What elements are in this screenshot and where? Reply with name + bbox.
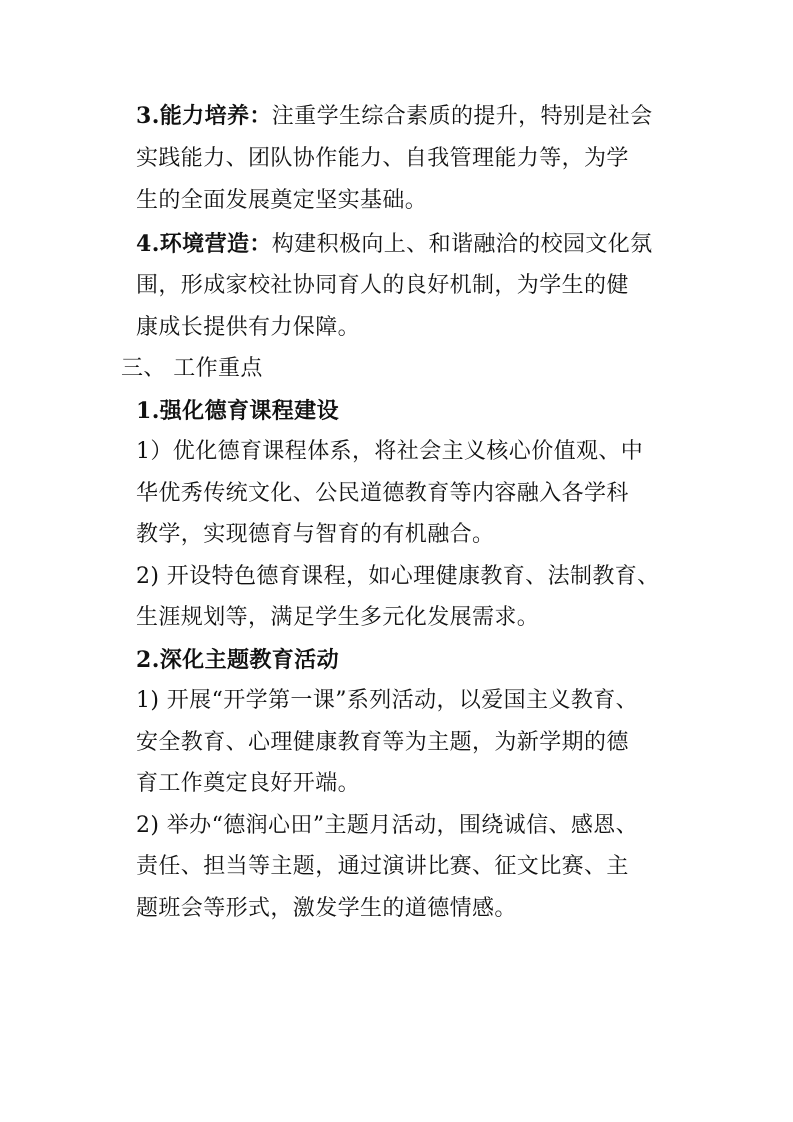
section4-lead: 4.环境营造： [136, 231, 272, 257]
heading-work-focus: 三、 工作重点 [121, 356, 263, 381]
subsection1-item1-line-1: 1）优化德育课程体系，将社会主义核心价值观、中 [136, 439, 644, 464]
subsection2-item2-line-1: 2) 举办“德润心田”主题月活动，围绕诚信、感恩、 [136, 813, 639, 838]
subsection2-item1-line-3: 育工作奠定良好开端。 [136, 771, 361, 796]
subsection1-item1-line-2: 华优秀传统文化、公民道德教育等内容融入各学科 [136, 481, 629, 506]
section4-line-3: 康成长提供有力保障。 [136, 315, 361, 340]
subsection2-title: 2.深化主题教育活动 [136, 647, 339, 673]
subsection2-item1-line-2: 安全教育、心理健康教育等为主题，为新学期的德 [136, 730, 629, 755]
subsection2-item2-line-2: 责任、担当等主题，通过演讲比赛、征文比赛、主 [136, 854, 629, 879]
section3-line-1 [136, 101, 653, 131]
subsection1-item2-line-1: 2) 开设特色德育课程，如心理健康教育、法制教育、 [136, 564, 660, 589]
subsection2-item2-line-3: 题班会等形式，激发学生的道德情感。 [136, 896, 517, 921]
subsection1-item2-line-2: 生涯规划等，满足学生多元化发展需求。 [136, 605, 540, 630]
section4-text: 构建积极向上、和谐融洽的校园文化氛 [271, 232, 653, 257]
section4-line-1 [136, 229, 653, 259]
subsection1-item1-line-3: 教学，实现德育与智育的有机融合。 [136, 522, 495, 547]
section3-lead: 3.能力培养： [136, 103, 272, 129]
subsection1-title: 1.强化德育课程建设 [136, 398, 339, 424]
subsection2-item1-line-1: 1) 开展“开学第一课”系列活动，以爱国主义教育、 [136, 688, 639, 713]
section4-line-2: 围，形成家校社协同育人的良好机制，为学生的健 [136, 273, 629, 298]
section3-line-2: 实践能力、团队协作能力、自我管理能力等，为学 [136, 146, 629, 171]
section3-text: 注重学生综合素质的提升，特别是社会 [271, 104, 653, 129]
section3-line-3: 生的全面发展奠定坚实基础。 [136, 188, 428, 213]
